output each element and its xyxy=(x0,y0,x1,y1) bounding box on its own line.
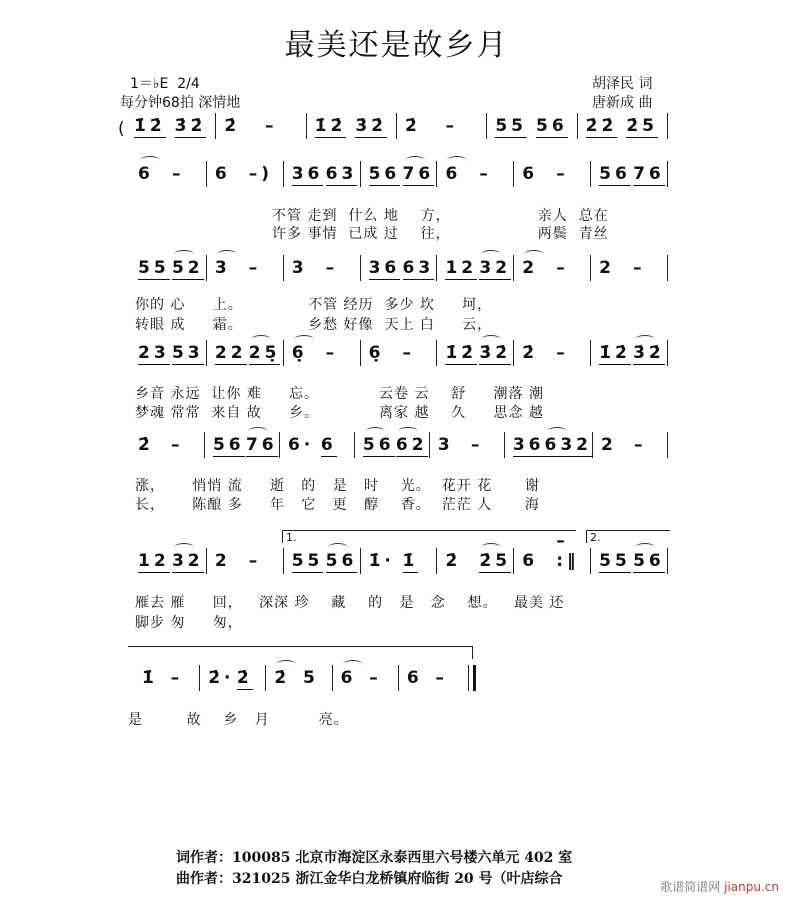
measure xyxy=(436,161,513,187)
measure xyxy=(283,548,360,574)
note-group: – xyxy=(325,258,339,278)
beat xyxy=(303,668,332,691)
beat xyxy=(172,164,206,187)
measure xyxy=(360,255,437,281)
note-group: 52 xyxy=(171,258,204,278)
measure xyxy=(513,255,590,281)
note-group: 6· xyxy=(287,435,315,455)
beat xyxy=(171,668,200,691)
beat xyxy=(495,116,536,139)
beat xyxy=(396,435,429,458)
lyricist-address: 词作者：100085 北京市海淀区永泰西里六号楼六单元 402 室 xyxy=(176,850,573,866)
note-group: 56 xyxy=(535,116,568,136)
note-group: 2̇ xyxy=(236,668,253,688)
note-group: 53 xyxy=(171,343,204,363)
beat xyxy=(634,435,667,458)
beat xyxy=(237,668,266,691)
lyric-line: 不管 走到 什么 地 方， 亲人 总在 xyxy=(272,208,609,224)
measure xyxy=(396,113,486,139)
measure xyxy=(283,161,360,187)
beat xyxy=(601,435,634,458)
beat xyxy=(599,551,633,574)
note-group: 3 xyxy=(214,258,231,278)
note-group: 56 xyxy=(362,435,395,455)
note-group: – xyxy=(170,435,184,455)
beat xyxy=(445,258,479,281)
note-group: 2 xyxy=(599,258,615,278)
note-group: 12 xyxy=(445,258,478,278)
volta-continuation xyxy=(128,646,473,659)
note-group: 2̇ xyxy=(404,116,421,136)
measure xyxy=(138,548,206,574)
beat xyxy=(403,551,437,574)
note-group: 55 xyxy=(599,551,631,571)
beat xyxy=(172,258,206,281)
beat xyxy=(172,343,206,366)
beat xyxy=(215,343,249,366)
note-group: 55 xyxy=(495,116,527,136)
beat xyxy=(369,668,398,691)
note-group: – xyxy=(470,435,484,455)
note-group: – xyxy=(445,116,459,136)
note-group: 6 xyxy=(445,164,462,184)
beat xyxy=(545,435,593,458)
beat xyxy=(341,668,370,691)
note-group: 1̇· xyxy=(368,551,395,571)
beat xyxy=(172,551,206,574)
note-group: 22 xyxy=(214,343,247,363)
note-group: 3̇2̇ xyxy=(479,343,512,363)
beat xyxy=(599,343,633,366)
lyric-line: 许多 事情 已成 过 往， 两鬓 青丝 xyxy=(272,226,609,242)
note-group: –) xyxy=(248,164,274,184)
beat xyxy=(138,435,171,458)
measure xyxy=(215,113,305,139)
measure xyxy=(504,432,592,458)
note-group: 2̇ xyxy=(138,435,154,455)
note-group: 1̇ xyxy=(142,668,158,688)
note-group: – :‖ xyxy=(556,531,580,571)
measure xyxy=(590,255,667,281)
note-group: 2̇· xyxy=(208,668,235,688)
beat xyxy=(355,116,396,139)
final-barline xyxy=(468,665,476,691)
beat xyxy=(599,164,633,187)
volta-second-ending: 2. xyxy=(586,530,670,543)
measure xyxy=(283,255,360,281)
beat xyxy=(405,116,446,139)
beat xyxy=(249,343,283,366)
beat xyxy=(599,258,633,281)
measure xyxy=(204,432,279,458)
measure xyxy=(134,113,215,139)
beat xyxy=(215,258,249,281)
note-group: 63 xyxy=(325,164,358,184)
barline xyxy=(667,432,668,458)
note-group: 1̇2̇ xyxy=(599,343,631,363)
beat xyxy=(246,435,279,458)
beat xyxy=(249,164,283,187)
lyric-line: 梦魂 常常 来自 故 乡。 离家 越 久 思念 越 xyxy=(135,405,544,421)
music-line xyxy=(138,255,668,281)
lyric-line: 你的 心 上。 不管 经历 多少 坎 坷， xyxy=(135,297,493,313)
beat xyxy=(215,551,249,574)
beat xyxy=(438,435,471,458)
beat xyxy=(292,343,326,366)
beat xyxy=(215,164,249,187)
beat xyxy=(321,435,354,458)
beat xyxy=(292,551,326,574)
beat xyxy=(435,668,464,691)
beat xyxy=(626,116,667,139)
note-group: 32 xyxy=(171,551,204,571)
note-group: 2̇ xyxy=(445,551,462,571)
note-group: 76 xyxy=(402,164,435,184)
measure xyxy=(138,432,204,458)
note-group: – xyxy=(325,343,339,363)
note-group: 56 xyxy=(212,435,245,455)
measure xyxy=(360,548,437,574)
note-group: 3̇2̇ xyxy=(174,116,207,136)
note-group: 2̇ xyxy=(522,343,539,363)
watermark xyxy=(660,878,779,895)
measure xyxy=(398,665,464,691)
measure xyxy=(513,161,590,187)
measure xyxy=(590,161,667,187)
music-line xyxy=(138,432,668,458)
lyric-line: 长， 陈酿 多 年 它 更 醇 香。 茫茫 人 海 xyxy=(135,497,540,513)
beat xyxy=(138,343,172,366)
watermark-cn: 歌谱简谱网 xyxy=(660,880,721,894)
measure xyxy=(436,255,513,281)
beat xyxy=(138,551,172,574)
measure xyxy=(590,340,667,366)
measure xyxy=(360,161,437,187)
note-group: 2̇2̇ xyxy=(585,116,618,136)
barline xyxy=(667,113,668,139)
note-group: – xyxy=(369,668,382,688)
music-line xyxy=(138,340,668,366)
lyric-line: 是 故 乡 月 亮。 xyxy=(128,712,349,728)
note-group: 6 xyxy=(340,668,357,688)
beat xyxy=(326,164,360,187)
note-group: 2̇5 xyxy=(626,116,658,136)
music-line xyxy=(138,531,668,574)
note-group: 3̇2̇ xyxy=(633,343,665,363)
beat xyxy=(556,164,590,187)
measure xyxy=(332,665,398,691)
beat xyxy=(369,164,403,187)
note-group: 36 xyxy=(368,258,401,278)
note-group: 6 xyxy=(320,435,337,455)
note-group: 6 xyxy=(522,164,539,184)
note-group: 6 xyxy=(406,668,423,688)
note-group: – xyxy=(556,258,569,278)
note-group: 5 xyxy=(303,668,319,688)
beat xyxy=(633,343,667,366)
measure xyxy=(513,531,590,574)
note-group: – xyxy=(556,164,569,184)
beat xyxy=(363,435,396,458)
note-group: 63 xyxy=(402,258,435,278)
note-group: 1̇2̇ xyxy=(134,116,166,136)
note-group: 6 xyxy=(214,164,231,184)
beat xyxy=(292,164,326,187)
note-group: – xyxy=(634,435,647,455)
beat xyxy=(142,668,171,691)
beat xyxy=(315,116,356,139)
measure xyxy=(354,432,429,458)
measure xyxy=(206,161,283,187)
beat xyxy=(208,668,237,691)
beat xyxy=(403,258,437,281)
lyric-line: 涨， 悄悄 流 逝 的 是 时 光。 花开 花 谢 xyxy=(135,478,540,494)
note-group: 56 xyxy=(325,551,358,571)
note-group: 2̇ xyxy=(274,668,291,688)
note-group: 76 xyxy=(245,435,278,455)
note-group: 55 xyxy=(138,258,170,278)
tempo-marking: 每分钟68拍 深情地 xyxy=(120,95,241,111)
note-group: – xyxy=(435,668,448,688)
beat xyxy=(522,551,556,574)
beat xyxy=(633,551,667,574)
measure xyxy=(138,340,206,366)
beat xyxy=(407,668,436,691)
composer-credit: 唐新成 曲 xyxy=(592,95,653,111)
note-group: 2 xyxy=(601,435,617,455)
note-group: 23 xyxy=(138,343,170,363)
beat xyxy=(586,116,627,139)
beat xyxy=(369,258,403,281)
note-group: 6̣ xyxy=(368,343,385,363)
beat xyxy=(326,258,360,281)
measure xyxy=(592,432,667,458)
note-group: 2 xyxy=(214,551,231,571)
note-group: 632 xyxy=(544,435,593,455)
note-group: – xyxy=(248,551,262,571)
beat xyxy=(249,551,283,574)
note-group: 62 xyxy=(395,435,428,455)
beat xyxy=(445,551,479,574)
page-title: 最美还是故乡月 xyxy=(284,28,509,63)
beat xyxy=(522,343,556,366)
music-line xyxy=(138,161,668,187)
note-group: – xyxy=(479,164,492,184)
measure xyxy=(138,255,206,281)
note-group: 56 xyxy=(599,164,631,184)
beat xyxy=(326,343,360,366)
measure xyxy=(206,548,283,574)
barline xyxy=(667,161,668,187)
measure xyxy=(513,340,590,366)
note-group: 12 xyxy=(138,551,170,571)
beat xyxy=(134,116,175,139)
measure xyxy=(486,113,576,139)
beat xyxy=(326,551,360,574)
beat xyxy=(556,343,590,366)
beat xyxy=(513,435,545,458)
lyric-line: 乡音 永远 让你 难 忘。 云卷 云 舒 潮落 潮 xyxy=(135,386,544,402)
note-group: 6 xyxy=(138,164,154,184)
note-group: 25̣ xyxy=(248,343,281,363)
note-group: – xyxy=(248,258,262,278)
note-group: – xyxy=(556,343,569,363)
beat xyxy=(292,258,326,281)
key-signature: 1＝♭E 2/4 xyxy=(130,76,200,92)
measure xyxy=(279,432,354,458)
beat xyxy=(445,164,479,187)
lyric-line: 脚步 匆 匆， xyxy=(135,615,243,631)
note-group: 2̇5 xyxy=(479,551,512,571)
beat xyxy=(213,435,246,458)
measure xyxy=(436,340,513,366)
note-group: 6̣ xyxy=(291,343,308,363)
measure xyxy=(265,665,331,691)
note-group: 3̇2̇ xyxy=(355,116,387,136)
beat xyxy=(224,116,265,139)
beat xyxy=(171,435,204,458)
measure xyxy=(206,340,283,366)
note-group: 32 xyxy=(479,258,512,278)
measure xyxy=(429,432,504,458)
beat xyxy=(403,343,437,366)
beat xyxy=(479,343,513,366)
beat xyxy=(249,258,283,281)
music-line xyxy=(118,113,668,139)
beat xyxy=(265,116,306,139)
beat xyxy=(403,164,437,187)
measure xyxy=(199,665,265,691)
note-group: 55 xyxy=(291,551,324,571)
measure xyxy=(590,548,667,574)
note-group: 36 xyxy=(512,435,545,455)
beat xyxy=(446,116,487,139)
measure xyxy=(577,113,667,139)
beat xyxy=(138,164,172,187)
note-group: 56 xyxy=(368,164,401,184)
volta-first-ending: 1. xyxy=(282,530,576,543)
note-group: 3 xyxy=(437,435,454,455)
lyricist-credit: 胡泽民 词 xyxy=(592,76,653,92)
beat xyxy=(536,116,577,139)
note-group: – xyxy=(171,164,185,184)
beat xyxy=(479,258,513,281)
beat xyxy=(633,258,667,281)
beat xyxy=(471,435,504,458)
note-group: 76 xyxy=(633,164,665,184)
note-group: – xyxy=(170,668,184,688)
note-group: 36 xyxy=(291,164,324,184)
composer-address: 曲作者：321025 浙江金华白龙桥镇府临街 20 号（叶店综合 xyxy=(176,871,563,887)
measure xyxy=(283,340,360,366)
note-group: 1̇2̇ xyxy=(445,343,478,363)
beat xyxy=(633,164,667,187)
beat xyxy=(369,343,403,366)
beat xyxy=(175,116,216,139)
measure xyxy=(142,665,199,691)
repeat-paren: ( xyxy=(118,119,125,139)
note-group: 3 xyxy=(291,258,308,278)
lyric-line: 转眼 成 霜。 乡愁 好像 天上 白 云， xyxy=(135,317,493,333)
note-group: 2 xyxy=(522,258,539,278)
note-group: 1̇ xyxy=(402,551,419,571)
beat xyxy=(522,258,556,281)
beat xyxy=(445,343,479,366)
note-group: 56 xyxy=(633,551,665,571)
note-group: – xyxy=(402,343,416,363)
note-group: – xyxy=(265,116,278,136)
measure xyxy=(436,548,513,574)
lyric-line: 雁去 雁 回， 深深 珍 藏 的 是 念 想。 最美 还 xyxy=(135,595,565,611)
measure xyxy=(138,161,206,187)
beat xyxy=(274,668,303,691)
barline xyxy=(667,548,668,574)
beat xyxy=(556,258,590,281)
note-group: – xyxy=(633,258,646,278)
note-group: 1̇2̇ xyxy=(314,116,347,136)
measure xyxy=(206,255,283,281)
beat xyxy=(479,164,513,187)
barline xyxy=(667,255,668,281)
watermark-en: jianpu.cn xyxy=(724,880,779,894)
barline xyxy=(667,340,668,366)
note-group: 2̇ xyxy=(224,116,241,136)
measure xyxy=(360,340,437,366)
note-group: 6 xyxy=(522,551,539,571)
beat xyxy=(522,164,556,187)
beat xyxy=(288,435,321,458)
music-line xyxy=(142,665,476,691)
beat xyxy=(479,551,513,574)
beat xyxy=(138,258,172,281)
measure xyxy=(306,113,396,139)
beat xyxy=(369,551,403,574)
